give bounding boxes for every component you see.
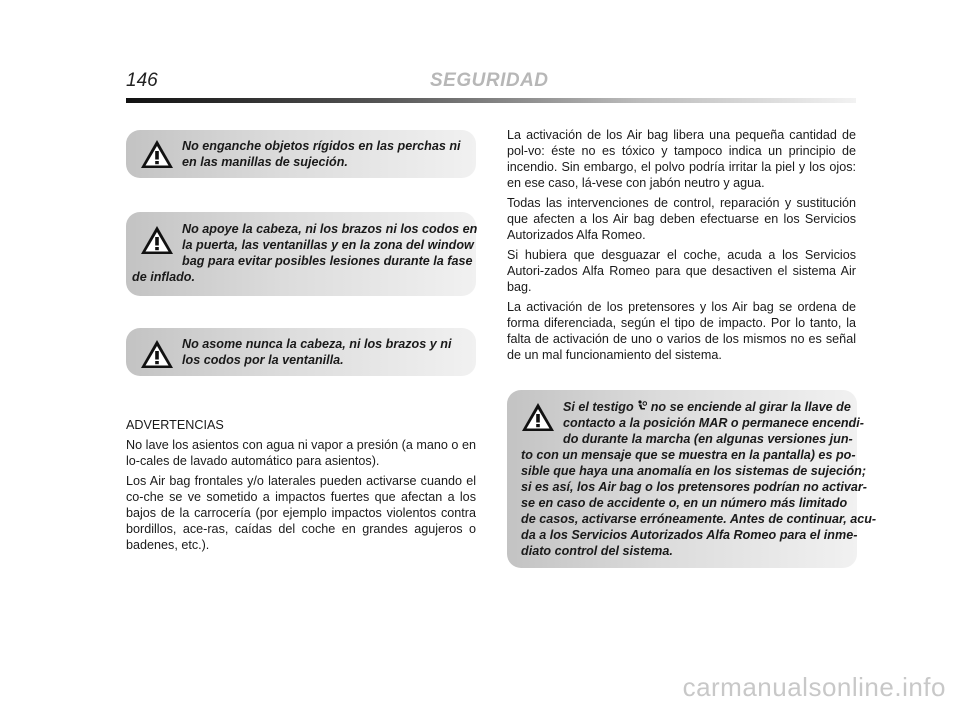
warning-text-line: la puerta, las ventanillas y en la zona del window — [182, 238, 474, 252]
warning-text: No asome nunca la cabeza, ni los brazos y ni los codos por la ventanilla. — [182, 337, 452, 367]
warning-text-line: contacto a la posición MAR o permanece encendi- — [563, 416, 864, 430]
warning-box-head-arms — [126, 212, 476, 296]
warning-text-line: bag para evitar posibles lesiones durante la fase — [182, 254, 473, 268]
warning-text-line: de casos, activarse erróneamente. Antes de continuar, acu- — [521, 512, 877, 526]
advertencias-heading: ADVERTENCIAS — [126, 418, 224, 432]
warning-text-line: diato control del sistema. — [521, 544, 673, 558]
section-title: SEGURIDAD — [430, 70, 549, 91]
warning-text-before-icon: Si el testigo — [563, 400, 634, 414]
airbag-warning-light-icon — [637, 400, 647, 412]
warning-text-line: si es así, los Air bag o los pretensores podrían no activar- — [521, 480, 867, 494]
warning-text-line: da a los Servicios Autorizados Alfa Romeo para el inme- — [521, 528, 858, 542]
page-number: 146 — [126, 70, 158, 91]
warning-box-window — [126, 328, 476, 376]
warning-text-line: No apoye la cabeza, ni los brazos ni los codos en — [182, 222, 478, 236]
paragraph: Si hubiera que desguazar el coche, acuda a los Servicios Autori-zados Alfa Romeo para que desactiven el sistema Air bag. — [507, 248, 856, 294]
warning-text-line: sible que haya una anomalía en los sistemas de sujeción; — [521, 464, 867, 478]
warning-text-after-icon: no se enciende al girar la llave de — [650, 400, 851, 414]
warning-text: No enganche objetos rígidos en las perchas ni en las manillas de sujeción. — [182, 139, 461, 169]
warning-box-airbag-light — [507, 390, 877, 568]
watermark: carmanualsonline.info — [682, 672, 946, 702]
warning-text-line — [563, 399, 853, 415]
warning-box-rigid-objects — [126, 130, 476, 178]
paragraph: Los Air bag frontales y/o laterales pueden activarse cuando el co-che se ve sometido a impactos fuertes que afectan a los bajos de la carrocería (por ejemplo impactos violentos contra bordillos, ace-ras, caídas del coche en grandes agujeros o badenes, etc.). — [126, 474, 476, 552]
paragraph: La activación de los Air bag libera una pequeña cantidad de pol-vo: éste no es tóxico y tampoco indica un principio de incendio. Sin embargo, el polvo podría irritar la piel y los ojos: en ese caso, lá-vese con jabón neutro y agua. — [507, 128, 856, 190]
advertencias-section — [126, 417, 476, 557]
warning-triangle-icon — [140, 339, 174, 369]
airbag-info-section — [507, 127, 856, 367]
warning-triangle-icon — [140, 139, 174, 169]
warning-text-line: to con un mensaje que se muestra en la pantalla) es po- — [521, 448, 856, 462]
warning-triangle-icon — [521, 402, 555, 432]
paragraph: La activación de los pretensores y los Air bag se ordena de forma diferenciada, según el tipo de impacto. Por lo tanto, la falta de activación de uno o varios de los mismos no es señal de un mal funcionamiento del sistema. — [507, 300, 856, 362]
warning-text-line: do durante la marcha (en algunas versiones jun- — [563, 432, 853, 446]
warning-text-line: se en caso de accidente o, en un número más limitado — [521, 496, 848, 510]
paragraph: No lave los asientos con agua ni vapor a presión (a mano o en lo-cales de lavado automático para asientos). — [126, 438, 476, 468]
warning-text-line: de inflado. — [132, 270, 195, 284]
header-rule — [126, 98, 856, 103]
paragraph: Todas las intervenciones de control, reparación y sustitución que afecten a los Air bag deben efectuarse en los Servicios Autorizados Alfa Romeo. — [507, 196, 856, 242]
warning-triangle-icon — [140, 225, 174, 255]
